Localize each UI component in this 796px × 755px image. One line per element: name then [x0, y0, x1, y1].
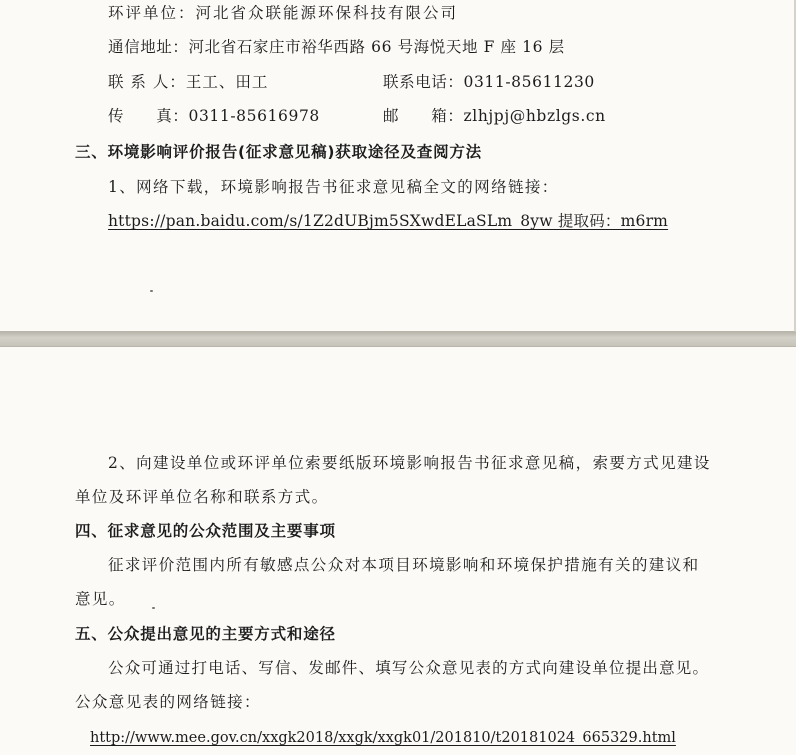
item-2-line-1: 2、向建设单位或环评单位索要纸版环境影响报告书征求意见稿，索要方式见建设 — [108, 454, 711, 472]
baidu-pan-link[interactable]: https://pan.baidu.com/s/1Z2dUBjm5SXwdELaSLm_8yw 提取码：m6rm — [108, 212, 669, 230]
section-4-line-2: 意见。 — [75, 590, 126, 608]
scan-speck — [152, 607, 155, 609]
fax-line: 传 真：0311-85616978 — [108, 107, 320, 125]
contact-person-line: 联 系 人：王工、田工 — [108, 73, 269, 91]
scan-speck — [150, 290, 153, 292]
email-line: 邮 箱：zlhjpj@hbzlgs.cn — [383, 107, 606, 125]
section-4-heading: 四、征求意见的公众范围及主要事项 — [75, 522, 336, 540]
eia-unit-line: 环评单位：河北省众联能源环保科技有限公司 — [108, 4, 459, 22]
section-5-heading: 五、公众提出意见的主要方式和途径 — [75, 625, 336, 643]
phone-line: 联系电话：0311-85611230 — [383, 73, 595, 91]
address-line: 通信地址：河北省石家庄市裕华西路 66 号海悦天地 F 座 16 层 — [108, 38, 565, 56]
mee-opinion-form-link[interactable]: http://www.mee.gov.cn/xxgk2018/xxgk/xxgk01/201810/t20181024_665329.html — [90, 730, 676, 746]
section-5-line-2: 公众意见表的网络链接： — [75, 693, 261, 711]
section-5-line-1: 公众可通过打电话、写信、发邮件、填写公众意见表的方式向建设单位提出意见。 — [108, 659, 710, 677]
item-1-text: 1、网络下载，环境影响报告书征求意见稿全文的网络链接： — [108, 178, 559, 196]
section-4-line-1: 征求评价范围内所有敏感点公众对本项目环境影响和环境保护措施有关的建议和 — [108, 556, 700, 574]
page-gap — [0, 332, 796, 346]
document-page-1 — [0, 0, 796, 332]
document-page-2 — [0, 346, 796, 755]
section-3-heading: 三、环境影响评价报告(征求意见稿)获取途径及查阅方法 — [75, 143, 482, 161]
item-2-line-2: 单位及环评单位名称和联系方式。 — [75, 488, 329, 506]
